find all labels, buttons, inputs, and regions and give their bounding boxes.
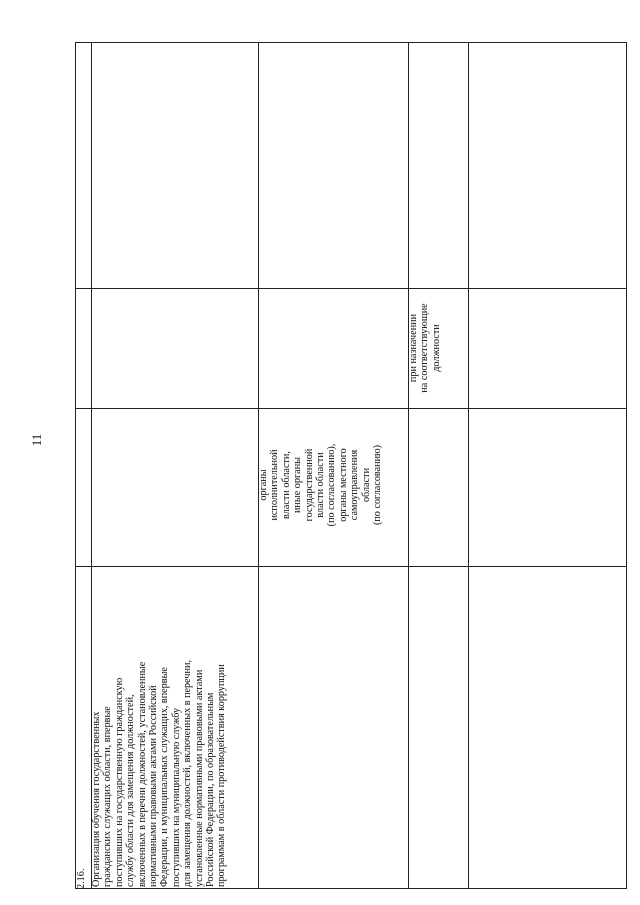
event-text: Организация обучения государственных гражданских служащих области, впервые поступивших на государственную гражданскую службу области для замещения должностей, включенных в перечни должностей, установленные нормативными правовыми актами Российской Федерации, и муниципальных служащих, впервые поступивших на муниципальную службу для замещения должностей, включенных в перечни, установленные нормативными правовыми актами Российской Федерации, по образовательным программам в области противодействия коррупции: [91, 660, 228, 887]
row-divider-1: [76, 288, 626, 289]
event-cell: [91, 545, 256, 887]
deadline-cell: [408, 288, 466, 408]
row-number-cell: [76, 790, 90, 889]
deadline-text: при назначении на соответствующие должности: [408, 303, 442, 393]
executors-cell: [258, 415, 406, 555]
page-number: 11: [29, 433, 44, 447]
row-number: 2.16.: [76, 868, 87, 889]
row-divider-2: [76, 408, 626, 409]
column-divider-executors: [408, 43, 409, 888]
executors-text: органы исполнительной власти области, иные органы государственной власти области (по согласованию), органы местного самоуправления области (по согласованию): [258, 443, 384, 527]
column-divider-deadline: [468, 43, 469, 888]
